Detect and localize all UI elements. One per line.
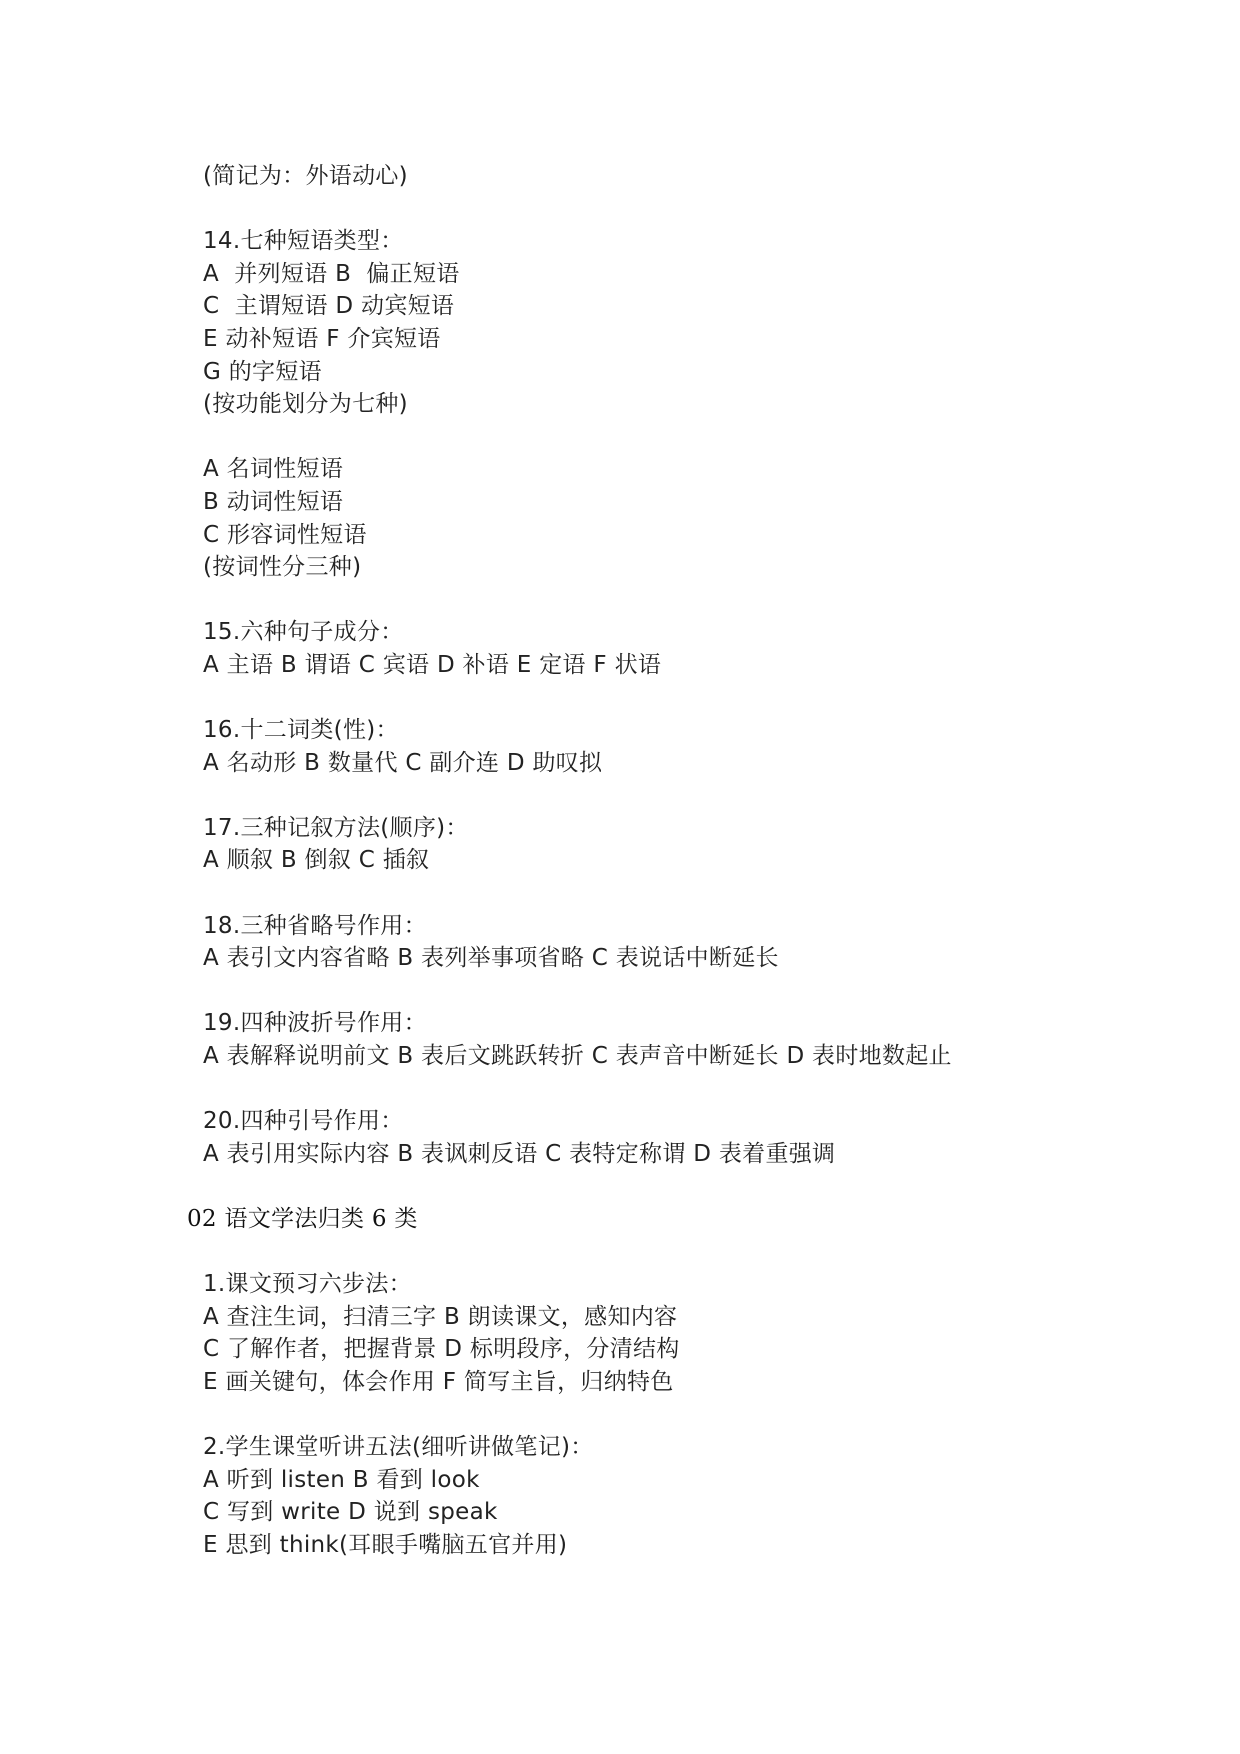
item-line: E 思到 think(耳眼手嘴脑五官并用) — [203, 1531, 568, 1558]
item-line: A 表引文内容省略 B 表列举事项省略 C 表说话中断延长 — [203, 945, 779, 972]
note-line: (按词性分三种) — [203, 554, 362, 581]
blank-line — [203, 975, 1103, 1008]
blank-line — [203, 1170, 1103, 1203]
item-heading-19: 19.四种波折号作用： — [203, 1010, 427, 1037]
item-line: C 形容词性短语 — [203, 521, 367, 548]
section-heading: 02 语文学法归类 6 类 — [187, 1206, 418, 1232]
blank-line — [203, 421, 1103, 454]
item-line: G 的字短语 — [203, 358, 322, 385]
item-heading-18: 18.三种省略号作用： — [203, 912, 427, 939]
item-line: C 了解作者，把握背景 D 标明段序，分清结构 — [203, 1336, 680, 1363]
item-heading-16: 16.十二词类(性)： — [203, 717, 399, 744]
blank-line — [203, 877, 1103, 910]
blank-line — [203, 584, 1103, 617]
document-body — [187, 160, 1103, 1562]
item-line: C 主谓短语 D 动宾短语 — [203, 293, 455, 320]
blank-line — [203, 682, 1103, 715]
item-line: A 并列短语 B 偏正短语 — [203, 260, 460, 287]
item-heading-20: 20.四种引号作用： — [203, 1108, 404, 1135]
note-line: (简记为：外语动心) — [203, 163, 408, 189]
item-heading-1: 1.课文预习六步法： — [203, 1271, 412, 1298]
item-line: C 写到 write D 说到 speak — [203, 1499, 498, 1526]
item-line: A 名动形 B 数量代 C 副介连 D 助叹拟 — [203, 749, 603, 776]
item-line: E 画关键句，体会作用 F 简写主旨，归纳特色 — [203, 1368, 674, 1395]
item-heading-17: 17.三种记叙方法(顺序)： — [203, 814, 469, 841]
blank-line — [203, 193, 1103, 226]
item-line: A 名词性短语 — [203, 456, 344, 483]
item-heading-14: 14.七种短语类型： — [203, 228, 404, 255]
blank-line — [203, 1073, 1103, 1106]
item-heading-15: 15.六种句子成分： — [203, 619, 404, 646]
item-line: E 动补短语 F 介宾短语 — [203, 325, 441, 352]
item-line: A 表解释说明前文 B 表后文跳跃转折 C 表声音中断延长 D 表时地数起止 — [203, 1043, 952, 1070]
item-line: A 顺叙 B 倒叙 C 插叙 — [203, 847, 430, 874]
item-line: A 查注生词，扫清三字 B 朗读课文，感知内容 — [203, 1303, 678, 1330]
blank-line — [203, 779, 1103, 812]
item-heading-2: 2.学生课堂听讲五法(细听讲做笔记)： — [203, 1434, 594, 1461]
item-line: A 表引用实际内容 B 表讽刺反语 C 表特定称谓 D 表着重强调 — [203, 1140, 836, 1167]
note-line: (按功能划分为七种) — [203, 391, 408, 418]
blank-line — [203, 1236, 1103, 1269]
item-line: A 听到 listen B 看到 look — [203, 1466, 480, 1493]
item-line: A 主语 B 谓语 C 宾语 D 补语 E 定语 F 状语 — [203, 651, 662, 678]
item-line: B 动词性短语 — [203, 488, 344, 515]
blank-line — [203, 1399, 1103, 1432]
